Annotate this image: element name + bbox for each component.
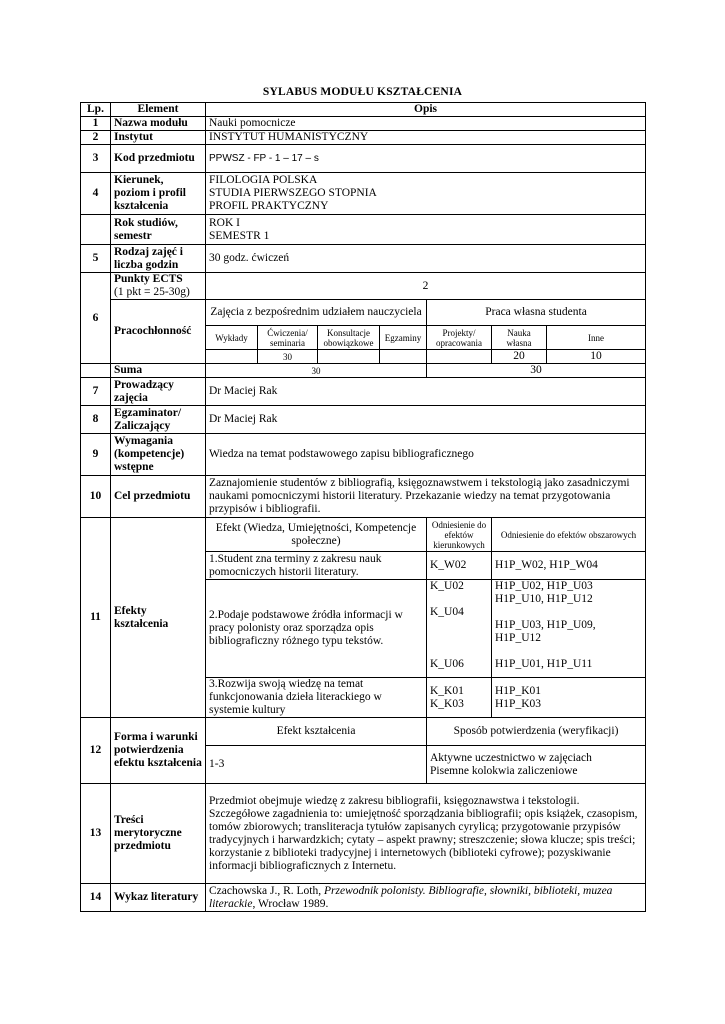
dir-code: K_K01 (430, 684, 464, 697)
course-code: PPWSZ - FP - 1 – 17 – s (206, 145, 646, 173)
row-label: Nazwa modułu (111, 117, 206, 131)
col-other: Inne (547, 326, 646, 350)
sum-row (81, 364, 646, 378)
row-4 (81, 173, 646, 215)
row-label: Efekty kształcenia (111, 518, 206, 718)
effect-3-area (492, 678, 646, 718)
verification-effect-header: Efekt kształcenia (206, 718, 427, 746)
literature-publication: , Wrocław 1989. (252, 897, 329, 910)
ects-note: (1 pkt = 25-30g) (114, 286, 190, 298)
row-number: 1 (81, 117, 111, 131)
col-lectures: Wykłady (206, 326, 258, 350)
val-exams (380, 350, 427, 364)
row-14 (81, 884, 646, 912)
area-code: H1P_K03 (495, 697, 542, 710)
method-item: Pisemne kolokwia zaliczeniowe (430, 764, 578, 777)
field-name: FILOLOGIA POLSKA (209, 174, 318, 186)
method-item: Aktywne uczestnictwo w zajęciach (430, 751, 592, 764)
row-number: 7 (81, 378, 111, 406)
effect-3-dir (427, 678, 492, 718)
header-lp: Lp. (81, 103, 111, 117)
sum-direct: 30 (206, 364, 427, 378)
dir-code: K_U06 (430, 658, 464, 670)
row-number: 12 (81, 718, 111, 784)
sum-own: 30 (427, 364, 646, 378)
row-year (81, 215, 646, 245)
semester: SEMESTR 1 (209, 229, 270, 242)
literature-list (206, 884, 646, 912)
effects-header: Efekt (Wiedza, Umiejętności, Kompetencje społeczne) (206, 518, 427, 552)
verification-method-header: Sposób potwierdzenia (weryfikacji) (427, 718, 646, 746)
row-number: 14 (81, 884, 111, 912)
row-7 (81, 378, 646, 406)
dir-code: K_U04 (430, 606, 464, 618)
literature-authors: Czachowska J., R. Loth, (209, 884, 324, 897)
row-8 (81, 406, 646, 434)
val-exercises: 30 (258, 350, 318, 364)
year: ROK I (209, 216, 240, 229)
effect-3-text: 3.Rozwija swoją wiedzę na temat funkcjonowania dzieła literackiego w systemie kultury (206, 678, 427, 718)
row-number: 6 (81, 273, 111, 364)
row-number: 9 (81, 434, 111, 476)
val-other: 10 (547, 350, 646, 364)
row-label: Rodzaj zajęć i liczba godzin (111, 245, 206, 273)
class-type-hours: 30 godz. ćwiczeń (206, 245, 646, 273)
row-6-ects (81, 273, 646, 300)
row-label: Treści merytoryczne przedmiotu (111, 784, 206, 884)
row-number: 5 (81, 245, 111, 273)
row-13 (81, 784, 646, 884)
effect-2-text: 2.Podaje podstawowe źródła informacji w pracy polonisty oraz sporządza opis bibliograficzny różnego typu tekstów. (206, 580, 427, 678)
effect-1-text: 1.Student zna terminy z zakresu nauk pomocniczych historii literatury. (206, 552, 427, 580)
row-number: 3 (81, 145, 111, 173)
row-label: Rok studiów, semestr (111, 215, 206, 245)
examiner: Dr Maciej Rak (206, 406, 646, 434)
document-title: SYLABUS MODUŁU KSZTAŁCENIA (262, 86, 463, 98)
dir-code: K_K03 (430, 697, 464, 710)
lecturer: Dr Maciej Rak (206, 378, 646, 406)
row-number: 8 (81, 406, 111, 434)
verification-header-row (81, 718, 646, 746)
col-exercises: Ćwiczenia/ seminaria (258, 326, 318, 350)
val-lectures (206, 350, 258, 364)
verification-effect: 1-3 (206, 746, 427, 784)
header-row (81, 103, 646, 117)
row-label: Instytut (111, 131, 206, 145)
area-code: H1P_U02, H1P_U03 (495, 580, 593, 592)
row-number: 2 (81, 131, 111, 145)
institute: INSTYTUT HUMANISTYCZNY (206, 131, 646, 145)
row-label: Wymagania (kompetencje) wstępne (111, 434, 206, 476)
row-label: Cel przedmiotu (111, 476, 206, 518)
val-projects (427, 350, 492, 364)
dir-code: K_U02 (430, 580, 464, 592)
effect-2-dir (427, 580, 492, 678)
col-projects: Projekty/ opracowania (427, 326, 492, 350)
effects-header-row (81, 518, 646, 552)
row-5 (81, 245, 646, 273)
row-label: Wykaz literatury (111, 884, 206, 912)
prerequisites: Wiedza na temat podstawowego zapisu bibliograficznego (206, 434, 646, 476)
row-label: Prowadzący zajęcia (111, 378, 206, 406)
row-number-empty (81, 215, 111, 245)
course-content: Przedmiot obejmuje wiedzę z zakresu bibliografii, księgoznawstwa i tekstologii. Szczegółowe zagadnienia to: umiejętność sporządzania bibliografii; opis książek, czasopism, tomów zbiorowych; transliteracja tytułów zapisanych cyrylicą; przygotowanie przypisów tradycyjnych i harwardzkich; cytaty – aspekt prawny; streszczenie; słowa klucze; spis treści; korzystanie z biblioteki tradycyjnej i internetowych (biblioteki cyfrowe); pozyskiwanie informacji bibliograficznych z Internetu. (206, 784, 646, 884)
row-label: Forma i warunki potwierdzenia efektu kształcenia (111, 718, 206, 784)
direct-contact-header: Zajęcia z bezpośrednim udziałem nauczyciela (206, 300, 427, 326)
area-code: H1P_U10, H1P_U12 (495, 593, 593, 605)
row-label: Kod przedmiotu (111, 145, 206, 173)
syllabus-table (80, 102, 646, 912)
area-code: H1P_U01, H1P_U11 (495, 658, 593, 670)
verification-method (427, 746, 646, 784)
literature-title: Przewodnik polonisty. Bibliografie, słowniki, biblioteki, muzea literackie (209, 884, 613, 910)
workload-label: Pracochłonność (111, 300, 206, 364)
area-ref-header: Odniesienie do efektów obszarowych (492, 518, 646, 552)
row-number: 10 (81, 476, 111, 518)
row-number: 13 (81, 784, 111, 884)
module-name: Nauki pomocnicze (206, 117, 646, 131)
row-number: 4 (81, 173, 111, 215)
area-code: H1P_U03, H1P_U09, (495, 619, 596, 631)
study-level: STUDIA PIERWSZEGO STOPNIA (209, 187, 377, 199)
study-profile: PROFIL PRAKTYCZNY (209, 200, 329, 212)
year-semester (206, 215, 646, 245)
col-consultations: Konsultacje obowiązkowe (318, 326, 380, 350)
own-work-header: Praca własna studenta (427, 300, 646, 326)
row-label: Egzaminator/ Zaliczający (111, 406, 206, 434)
col-exams: Egzaminy (380, 326, 427, 350)
area-code: H1P_K01 (495, 684, 542, 697)
row-number: 11 (81, 518, 111, 718)
direction-ref-header: Odniesienie do efektów kierunkowych (427, 518, 492, 552)
row-3 (81, 145, 646, 173)
row-1 (81, 117, 646, 131)
row-2 (81, 131, 646, 145)
val-self-study: 20 (492, 350, 547, 364)
row-9 (81, 434, 646, 476)
workload-group-row (81, 300, 646, 326)
row-10 (81, 476, 646, 518)
course-objective: Zaznajomienie studentów z bibliografią, księgoznawstwem i tekstologią jako zasadniczymi naukami pomocniczymi historii literatury. Przekazanie wiedzy na temat przygotowania przypisów i bibliografii. (206, 476, 646, 518)
effect-1-area: H1P_W02, H1P_W04 (492, 552, 646, 580)
header-element: Element (111, 103, 206, 117)
effect-1-dir: K_W02 (427, 552, 492, 580)
field-of-study (206, 173, 646, 215)
ects-value: 2 (206, 273, 646, 300)
sum-label: Suma (111, 364, 206, 378)
col-self-study: Nauka własna (492, 326, 547, 350)
val-consultations (318, 350, 380, 364)
header-opis: Opis (206, 103, 646, 117)
ects-label: Punkty ECTS (114, 273, 183, 285)
area-code: H1P_U12 (495, 632, 542, 644)
row-label: Kierunek, poziom i profil kształcenia (111, 173, 206, 215)
effect-2-area (492, 580, 646, 678)
row-number-empty (81, 364, 111, 378)
row-label (111, 273, 206, 300)
